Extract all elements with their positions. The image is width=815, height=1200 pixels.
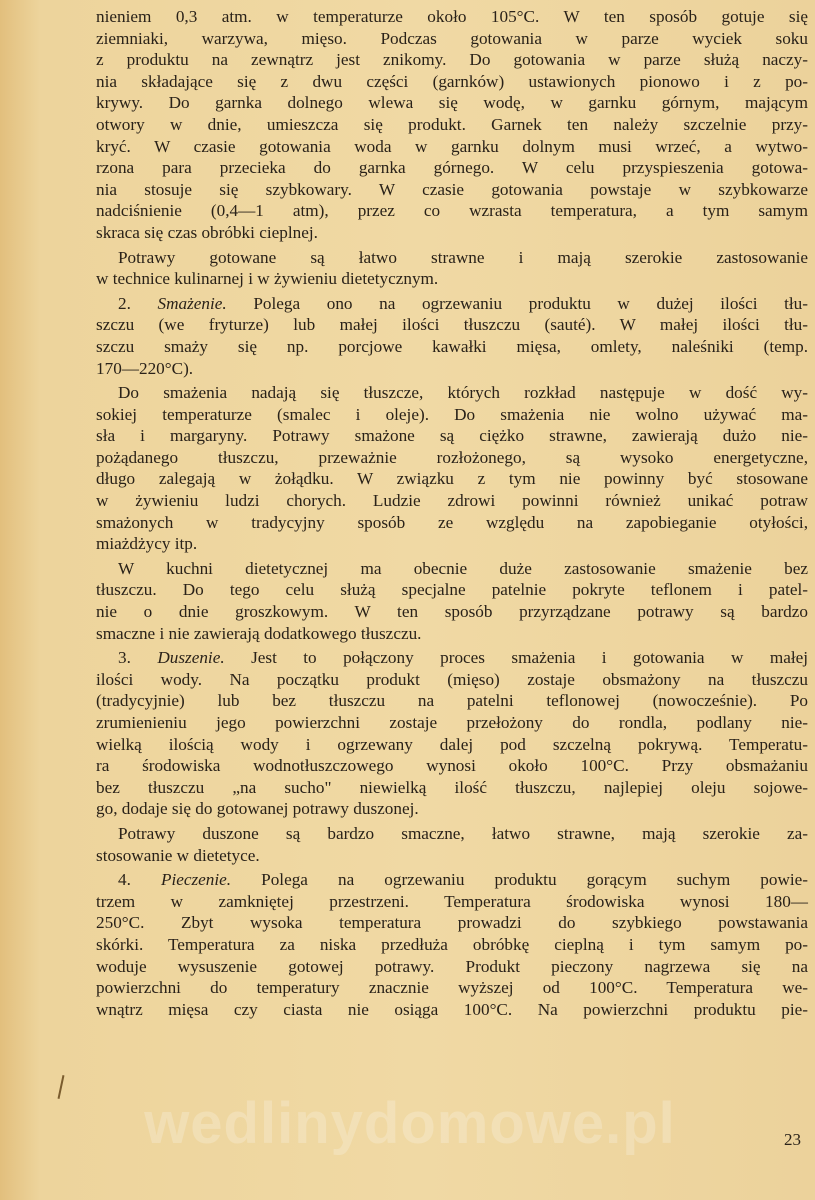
text-line: miażdżycy itp. <box>96 534 198 554</box>
text-line: nadciśnienie (0,4—1 atm), przez co wzrasta temperatura, a tym samym <box>96 201 808 221</box>
text-line: otwory w dnie, umieszcza się produkt. Garnek ten należy szczelnie przy- <box>96 114 808 134</box>
text-line: w technice kulinarnej i w żywieniu dietetycznym. <box>96 269 439 289</box>
text-line: pożądanego tłuszczu, przeważnie rozłożonego, są wysoko energetyczne, <box>96 447 808 467</box>
text-line: nie o dnie groszkowym. W ten sposób przyrządzane potrawy są bardzo <box>96 602 808 622</box>
text-line: 4. Pieczenie. Polega na ogrzewaniu produktu gorącym suchym powie- <box>118 870 809 890</box>
text-line: Potrawy duszone są bardzo smaczne, łatwo strawne, mają szerokie za- <box>118 823 808 843</box>
text-line: sokiej temperaturze (smalec i oleje). Do smażenia nie wolno używać ma- <box>96 404 808 424</box>
watermark: wedlinydomowe.pl <box>144 1091 676 1156</box>
text-line: kryć. W czasie gotowania woda w garnku dolnym musi wrzeć, a wytwo- <box>96 136 808 156</box>
text-line: ra środowiska wodnotłuszczowego wynosi około 100°C. Przy obsmażaniu <box>96 756 808 776</box>
text-line: nieniem 0,3 atm. w temperaturze około 105°C. W ten sposób gotuje się <box>96 7 808 26</box>
text-line: skórki. Temperatura za niska przedłuża obróbkę cieplną i tym samym po- <box>96 934 808 954</box>
text-line: go, dodaje się do gotowanej potrawy duszonej. <box>96 799 419 819</box>
text-line: długo zalegają w żołądku. W związku z tym nie powinny być stosowane <box>96 469 808 489</box>
text-line: 170—220°C). <box>96 358 194 378</box>
text-line: stosowanie w dietetyce. <box>96 845 260 865</box>
section-heading: Pieczenie. <box>160 870 232 890</box>
text-line: zrumienieniu jego powierzchni zostaje przełożony do rondla, podlany nie- <box>96 713 808 732</box>
text-line: powierzchni do temperatury znacznie wyższej od 100°C. Temperatura we- <box>96 978 808 998</box>
section-heading: Duszenie. <box>157 648 225 668</box>
text-line: szczu smaży się np. porcjowe kawałki mięsa, omlety, naleśniki (temp. <box>96 336 808 356</box>
text-line: smażonych w tradycyjny sposób ze względu na zapobieganie otyłości, <box>96 512 808 532</box>
text-line: rzona para przecieka do garnka górnego. W celu przyspieszenia gotowa- <box>96 158 808 178</box>
text-line: wnątrz mięsa czy ciasta nie osiąga 100°C. Na powierzchni produktu pie- <box>96 999 808 1019</box>
body-text <box>96 6 808 1020</box>
text-line: nia stosuje się szybkowary. W czasie gotowania powstaje w szybkowarze <box>96 179 808 199</box>
text-line: krywy. Do garnka dolnego wlewa się wodę, w garnku górnym, mającym <box>96 93 808 113</box>
text-line: (tradycyjnie) lub bez tłuszczu na patelni teflonowej (nowocześnie). Po <box>96 691 808 711</box>
text-line: smaczne i nie zawierają dodatkowego tłuszczu. <box>96 623 422 643</box>
text-line: wielką ilością wody i ogrzewany dalej pod szczelną pokrywą. Temperatu- <box>96 734 808 754</box>
text-line: szczu (we fryturze) lub małej ilości tłuszczu (sauté). W małej ilości tłu- <box>96 315 808 335</box>
text-line: ziemniaki, warzywa, mięso. Podczas gotowania w parze wyciek soku <box>96 28 808 48</box>
text-line: trzem w zamkniętej przestrzeni. Temperatura środowiska wynosi 180— <box>96 891 808 911</box>
text-line: 3. Duszenie. Jest to połączony proces smażenia i gotowania w małej <box>118 648 809 668</box>
text-line: 250°C. Zbyt wysoka temperatura prowadzi do szybkiego powstawania <box>96 913 808 933</box>
text-line: tłuszczu. Do tego celu służą specjalne patelnie pokryte teflonem i patel- <box>96 580 808 600</box>
text-line: woduje wysuszenie gotowej potrawy. Produkt pieczony nagrzewa się na <box>96 956 808 976</box>
text-line: W kuchni dietetycznej ma obecnie duże zastosowanie smażenie bez <box>118 558 808 578</box>
text-line: nia składające się z dwu części (garnków) ustawionych pionowo i z po- <box>96 71 808 91</box>
text-line: 2. Smażenie. Polega ono na ogrzewaniu produktu w dużej ilości tłu- <box>118 293 808 313</box>
text-line: skraca się czas obróbki cieplnej. <box>96 222 318 242</box>
pencil-mark <box>58 1075 65 1099</box>
text-line: Potrawy gotowane są łatwo strawne i mają szerokie zastosowanie <box>118 247 808 267</box>
page-number: 23 <box>784 1130 801 1149</box>
text-line: ilości wody. Na początku produkt (mięso) zostaje obsmażony na tłuszczu <box>96 669 808 689</box>
text-line: bez tłuszczu „na sucho" niewielką ilość tłuszczu, najlepiej oleju sojowe- <box>96 777 808 797</box>
text-line: Do smażenia nadają się tłuszcze, których rozkład następuje w dość wy- <box>118 383 808 403</box>
text-line: sła i margaryny. Potrawy smażone są ciężko strawne, zawierają dużo nie- <box>96 426 808 446</box>
text-line: w żywieniu ludzi chorych. Ludzie zdrowi powinni również unikać potraw <box>96 491 808 511</box>
text-line: z produktu na zewnątrz jest znikomy. Do gotowania w parze służą naczy- <box>96 50 808 70</box>
section-heading: Smażenie. <box>157 293 227 313</box>
